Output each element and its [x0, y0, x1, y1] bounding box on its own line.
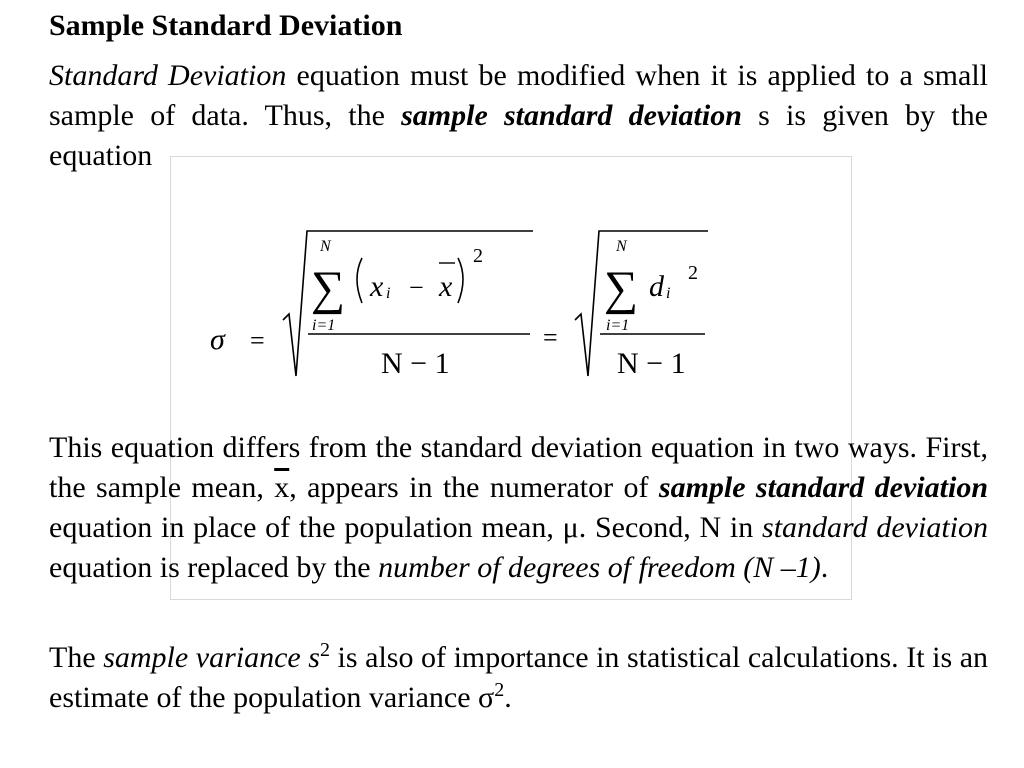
denominator-2: N − 1 — [617, 347, 686, 380]
d-subscript-i: i — [666, 285, 671, 302]
sum-symbol-2: ∑ — [604, 262, 639, 315]
para2-text-5: . — [820, 551, 829, 584]
x-i-term: x — [370, 270, 384, 303]
variance-paragraph — [49, 638, 988, 718]
x-subscript-i: i — [386, 285, 391, 302]
sample-mean-symbol: $\overline{x}$ — [274, 471, 290, 504]
sigma-symbol: σ — [210, 323, 225, 356]
exponent-2-a: 2 — [473, 245, 483, 267]
intro-paragraph — [49, 56, 988, 176]
intro-text-1: equation must be modified when it is applied to a small sample of data. Thus, the — [49, 59, 988, 132]
sample-variance-term: sample variance s — [103, 641, 320, 674]
intro-text-2: s is given by the equation — [49, 99, 988, 172]
x-bar-term: x — [439, 270, 453, 303]
para2-italic-term: standard deviation — [762, 511, 988, 544]
sum-upper-limit-2: N — [616, 238, 627, 255]
sum-symbol-1: ∑ — [311, 262, 346, 315]
para3-text-3: . — [504, 681, 512, 714]
page-title: Sample Standard Deviation — [49, 9, 403, 42]
superscript-2-b: 2 — [494, 679, 505, 701]
para2-text-1: This equation differs from the standard deviation equation in two ways. First, the sample mean, — [49, 431, 988, 504]
equals-sign-2: = — [543, 323, 558, 352]
para2-text-2: , appears in the numerator of — [289, 471, 659, 504]
equals-sign-1: = — [250, 326, 265, 355]
degrees-of-freedom-term: number of degrees of freedom (N –1) — [378, 551, 821, 584]
intro-bold-term: sample standard deviation — [401, 99, 742, 132]
minus-sign: − — [409, 273, 424, 302]
para3-text-2: is also of importance in statistical calculations. It is an estimate of the population variance σ — [49, 641, 989, 714]
superscript-2-a: 2 — [319, 639, 330, 661]
sum-lower-limit-1: i=1 — [312, 317, 336, 334]
explanation-paragraph — [49, 428, 988, 588]
sum-lower-limit-2: i=1 — [606, 317, 630, 334]
para2-text-4: equation is replaced by the — [49, 551, 379, 584]
denominator-1: N − 1 — [381, 347, 450, 380]
para3-text-1: The — [49, 641, 104, 674]
para2-bold-term: sample standard deviation — [658, 471, 988, 504]
para2-text-3: equation in place of the population mean, μ. Second, N in — [49, 511, 763, 544]
exponent-2-b: 2 — [688, 262, 698, 284]
sum-upper-limit-1: N — [320, 238, 331, 255]
d-i-term: d — [649, 270, 664, 303]
intro-term: Standard Deviation — [49, 59, 287, 92]
